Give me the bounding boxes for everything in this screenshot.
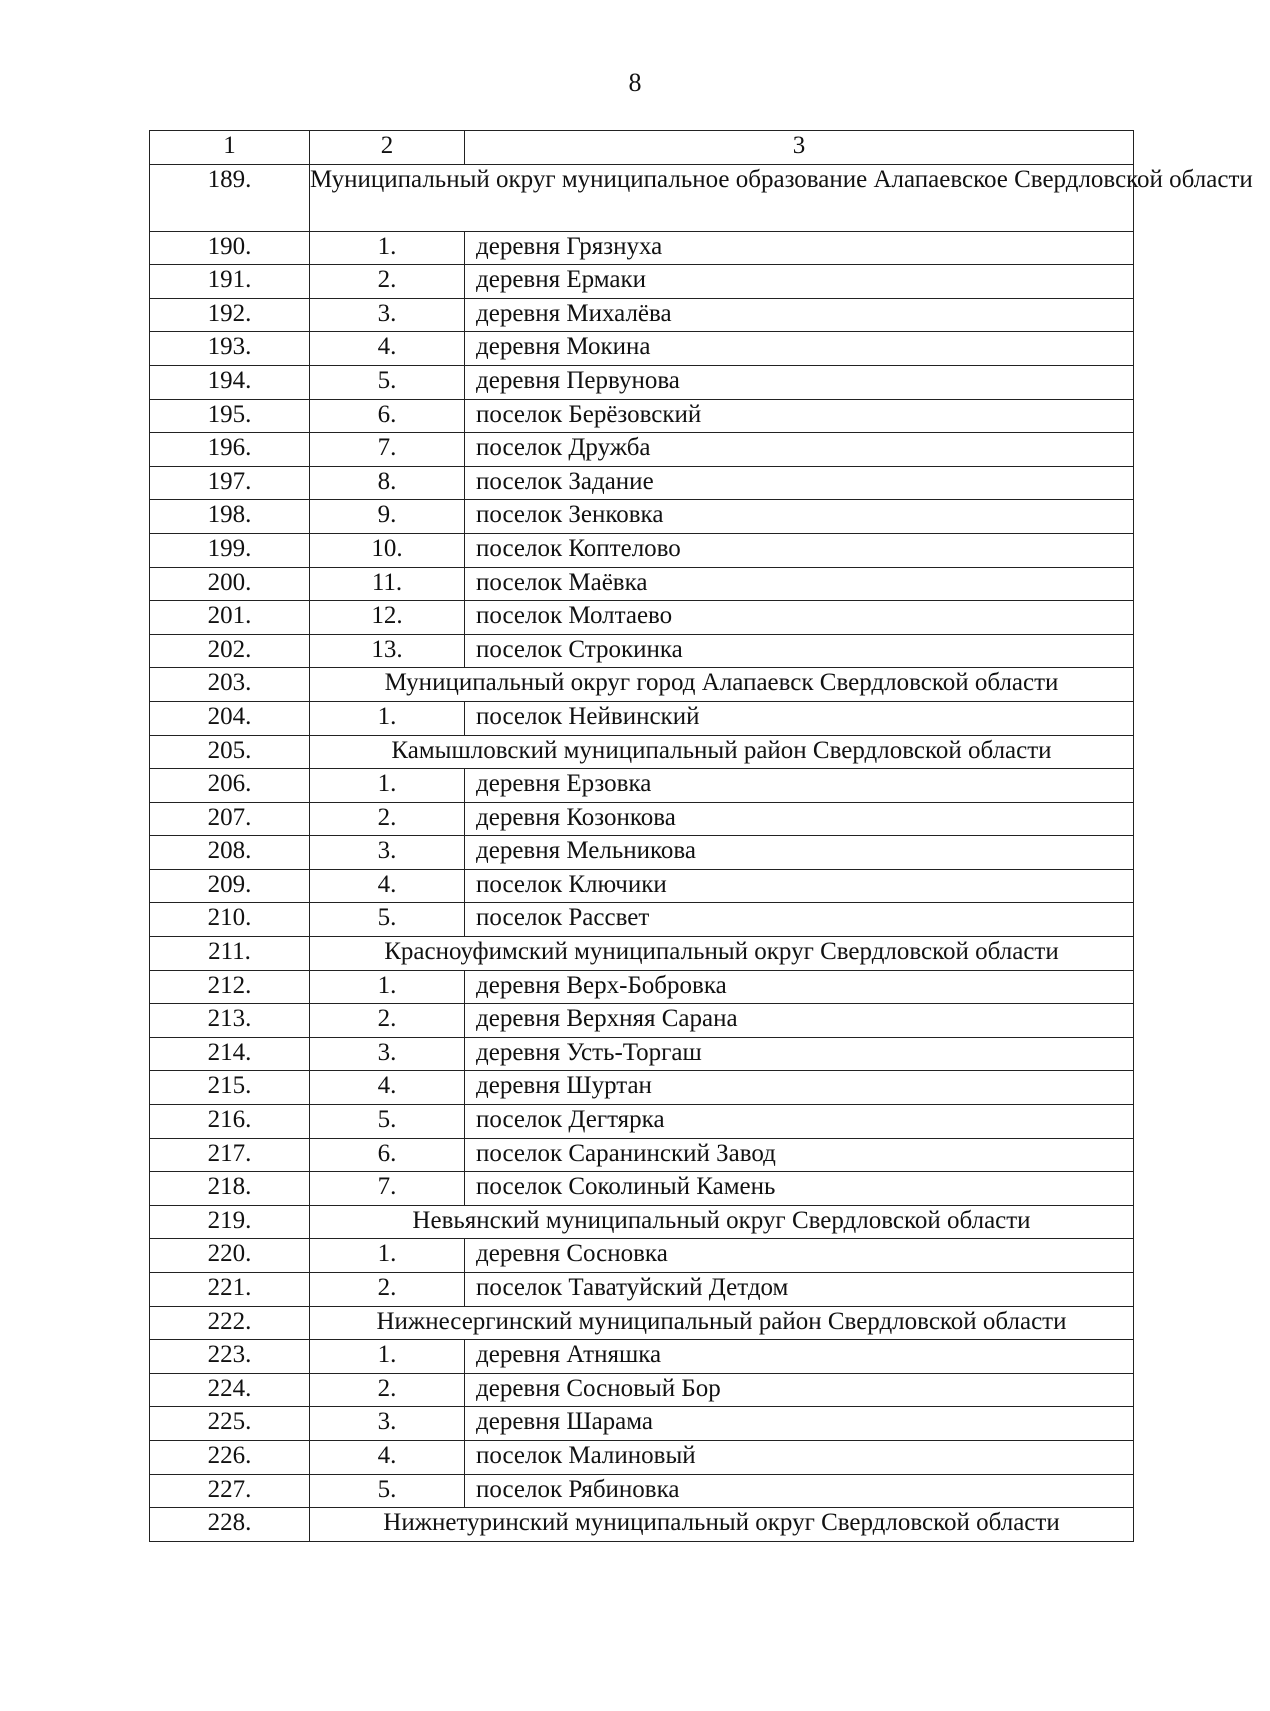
settlement-name: поселок Маёвка xyxy=(465,567,1134,601)
sub-number: 3. xyxy=(310,1407,465,1441)
sub-number: 1. xyxy=(310,231,465,265)
settlement-row xyxy=(150,1138,1134,1172)
settlement-name: поселок Нейвинский xyxy=(465,701,1134,735)
settlement-name: поселок Строкинка xyxy=(465,634,1134,668)
page-number: 8 xyxy=(628,68,642,97)
sub-number: 5. xyxy=(310,1474,465,1508)
settlement-name: деревня Шарама xyxy=(465,1407,1134,1441)
row-number: 206. xyxy=(150,769,310,803)
header-col-2: 2 xyxy=(310,131,465,165)
sub-number: 1. xyxy=(310,970,465,1004)
settlement-row xyxy=(150,701,1134,735)
group-row xyxy=(150,735,1134,769)
municipality-name: Красноуфимский муниципальный округ Свердловской области xyxy=(310,937,1134,971)
group-row xyxy=(150,1508,1134,1542)
row-number: 228. xyxy=(150,1508,310,1542)
group-row xyxy=(150,937,1134,971)
settlement-row xyxy=(150,869,1134,903)
header-col-3: 3 xyxy=(465,131,1134,165)
municipality-name: Муниципальный округ муниципальное образование Алапаевское Свердловской области xyxy=(310,164,1134,231)
settlement-row xyxy=(150,1340,1134,1374)
row-number: 205. xyxy=(150,735,310,769)
sub-number: 4. xyxy=(310,1440,465,1474)
row-number: 224. xyxy=(150,1373,310,1407)
settlement-name: деревня Мельникова xyxy=(465,836,1134,870)
sub-number: 2. xyxy=(310,1373,465,1407)
settlement-name: деревня Ерзовка xyxy=(465,769,1134,803)
sub-number: 2. xyxy=(310,1004,465,1038)
row-number: 201. xyxy=(150,601,310,635)
settlement-name: деревня Сосновый Бор xyxy=(465,1373,1134,1407)
sub-number: 10. xyxy=(310,533,465,567)
row-number: 195. xyxy=(150,399,310,433)
settlement-row xyxy=(150,1037,1134,1071)
sub-number: 6. xyxy=(310,399,465,433)
sub-number: 3. xyxy=(310,298,465,332)
row-number: 218. xyxy=(150,1172,310,1206)
settlement-name: поселок Малиновый xyxy=(465,1440,1134,1474)
settlement-name: деревня Усть-Торгаш xyxy=(465,1037,1134,1071)
sub-number: 3. xyxy=(310,1037,465,1071)
settlement-name: поселок Задание xyxy=(465,466,1134,500)
settlement-row xyxy=(150,970,1134,1004)
settlement-row xyxy=(150,836,1134,870)
settlement-row xyxy=(150,332,1134,366)
sub-number: 8. xyxy=(310,466,465,500)
municipality-name: Невьянский муниципальный округ Свердловской области xyxy=(310,1205,1134,1239)
settlement-row xyxy=(150,298,1134,332)
settlement-name: поселок Саранинский Завод xyxy=(465,1138,1134,1172)
settlement-name: деревня Грязнуха xyxy=(465,231,1134,265)
row-number: 227. xyxy=(150,1474,310,1508)
row-number: 198. xyxy=(150,500,310,534)
settlement-row xyxy=(150,433,1134,467)
settlement-row xyxy=(150,1273,1134,1307)
row-number: 210. xyxy=(150,903,310,937)
settlement-name: деревня Михалёва xyxy=(465,298,1134,332)
settlement-row xyxy=(150,365,1134,399)
settlements-table xyxy=(149,130,1253,1542)
settlement-row xyxy=(150,1407,1134,1441)
settlement-row xyxy=(150,1004,1134,1038)
row-number: 200. xyxy=(150,567,310,601)
settlement-row xyxy=(150,1071,1134,1105)
sub-number: 12. xyxy=(310,601,465,635)
settlement-name: деревня Ермаки xyxy=(465,265,1134,299)
sub-number: 1. xyxy=(310,1340,465,1374)
settlement-row xyxy=(150,769,1134,803)
settlement-name: поселок Дегтярка xyxy=(465,1105,1134,1139)
settlement-row xyxy=(150,500,1134,534)
table-body xyxy=(150,131,1253,1542)
sub-number: 11. xyxy=(310,567,465,601)
group-row xyxy=(150,1205,1134,1239)
settlement-name: поселок Коптелово xyxy=(465,533,1134,567)
sub-number: 3. xyxy=(310,836,465,870)
sub-number: 6. xyxy=(310,1138,465,1172)
settlement-name: деревня Козонкова xyxy=(465,802,1134,836)
sub-number: 4. xyxy=(310,1071,465,1105)
sub-number: 4. xyxy=(310,869,465,903)
sub-number: 2. xyxy=(310,1273,465,1307)
row-number: 214. xyxy=(150,1037,310,1071)
row-number: 212. xyxy=(150,970,310,1004)
sub-number: 5. xyxy=(310,1105,465,1139)
municipality-name: Нижнетуринский муниципальный округ Свердловской области xyxy=(310,1508,1134,1542)
sub-number: 9. xyxy=(310,500,465,534)
municipality-name: Камышловский муниципальный район Свердловской области xyxy=(310,735,1134,769)
row-number: 202. xyxy=(150,634,310,668)
header-col-1: 1 xyxy=(150,131,310,165)
row-number: 215. xyxy=(150,1071,310,1105)
settlement-name: деревня Атняшка xyxy=(465,1340,1134,1374)
settlement-name: поселок Ключики xyxy=(465,869,1134,903)
sub-number: 2. xyxy=(310,265,465,299)
row-number: 197. xyxy=(150,466,310,500)
settlement-row xyxy=(150,601,1134,635)
settlement-row xyxy=(150,533,1134,567)
municipality-name: Муниципальный округ город Алапаевск Свердловской области xyxy=(310,668,1134,702)
row-number: 203. xyxy=(150,668,310,702)
settlement-name: поселок Молтаево xyxy=(465,601,1134,635)
sub-number: 2. xyxy=(310,802,465,836)
settlement-row xyxy=(150,567,1134,601)
settlement-name: деревня Сосновка xyxy=(465,1239,1134,1273)
row-number: 223. xyxy=(150,1340,310,1374)
group-row xyxy=(150,164,1134,231)
row-number: 226. xyxy=(150,1440,310,1474)
settlement-name: поселок Таватуйский Детдом xyxy=(465,1273,1134,1307)
group-row xyxy=(150,668,1134,702)
sub-number: 1. xyxy=(310,1239,465,1273)
settlement-name: поселок Дружба xyxy=(465,433,1134,467)
row-number: 208. xyxy=(150,836,310,870)
settlement-row xyxy=(150,1373,1134,1407)
row-number: 211. xyxy=(150,937,310,971)
row-number: 222. xyxy=(150,1306,310,1340)
sub-number: 4. xyxy=(310,332,465,366)
row-number: 217. xyxy=(150,1138,310,1172)
header-row xyxy=(150,131,1134,165)
settlement-row xyxy=(150,399,1134,433)
row-number: 189. xyxy=(150,164,310,231)
sub-number: 7. xyxy=(310,1172,465,1206)
settlement-row xyxy=(150,903,1134,937)
settlement-name: деревня Верхняя Сарана xyxy=(465,1004,1134,1038)
sub-number: 7. xyxy=(310,433,465,467)
settlement-row xyxy=(150,1440,1134,1474)
settlement-row xyxy=(150,1239,1134,1273)
settlement-name: поселок Рябиновка xyxy=(465,1474,1134,1508)
row-number: 207. xyxy=(150,802,310,836)
row-number: 193. xyxy=(150,332,310,366)
sub-number: 5. xyxy=(310,903,465,937)
settlement-name: деревня Верх-Бобровка xyxy=(465,970,1134,1004)
sub-number: 13. xyxy=(310,634,465,668)
row-number: 196. xyxy=(150,433,310,467)
sub-number: 1. xyxy=(310,701,465,735)
row-number: 204. xyxy=(150,701,310,735)
municipality-name: Нижнесергинский муниципальный район Свердловской области xyxy=(310,1306,1134,1340)
row-number: 199. xyxy=(150,533,310,567)
row-number: 192. xyxy=(150,298,310,332)
row-number: 190. xyxy=(150,231,310,265)
row-number: 225. xyxy=(150,1407,310,1441)
settlement-row xyxy=(150,1474,1134,1508)
settlement-name: поселок Берёзовский xyxy=(465,399,1134,433)
settlement-row xyxy=(150,1105,1134,1139)
row-number: 191. xyxy=(150,265,310,299)
row-number: 220. xyxy=(150,1239,310,1273)
sub-number: 1. xyxy=(310,769,465,803)
row-number: 216. xyxy=(150,1105,310,1139)
group-row xyxy=(150,1306,1134,1340)
settlement-name: деревня Первунова xyxy=(465,365,1134,399)
settlement-row xyxy=(150,466,1134,500)
settlement-row xyxy=(150,802,1134,836)
settlement-row xyxy=(150,1172,1134,1206)
row-number: 194. xyxy=(150,365,310,399)
row-number: 213. xyxy=(150,1004,310,1038)
settlement-name: поселок Рассвет xyxy=(465,903,1134,937)
settlement-name: поселок Зенковка xyxy=(465,500,1134,534)
settlement-row xyxy=(150,231,1134,265)
row-number: 221. xyxy=(150,1273,310,1307)
settlement-row xyxy=(150,634,1134,668)
row-number: 209. xyxy=(150,869,310,903)
settlement-name: поселок Соколиный Камень xyxy=(465,1172,1134,1206)
row-number: 219. xyxy=(150,1205,310,1239)
settlement-name: деревня Шуртан xyxy=(465,1071,1134,1105)
settlement-row xyxy=(150,265,1134,299)
sub-number: 5. xyxy=(310,365,465,399)
settlement-name: деревня Мокина xyxy=(465,332,1134,366)
